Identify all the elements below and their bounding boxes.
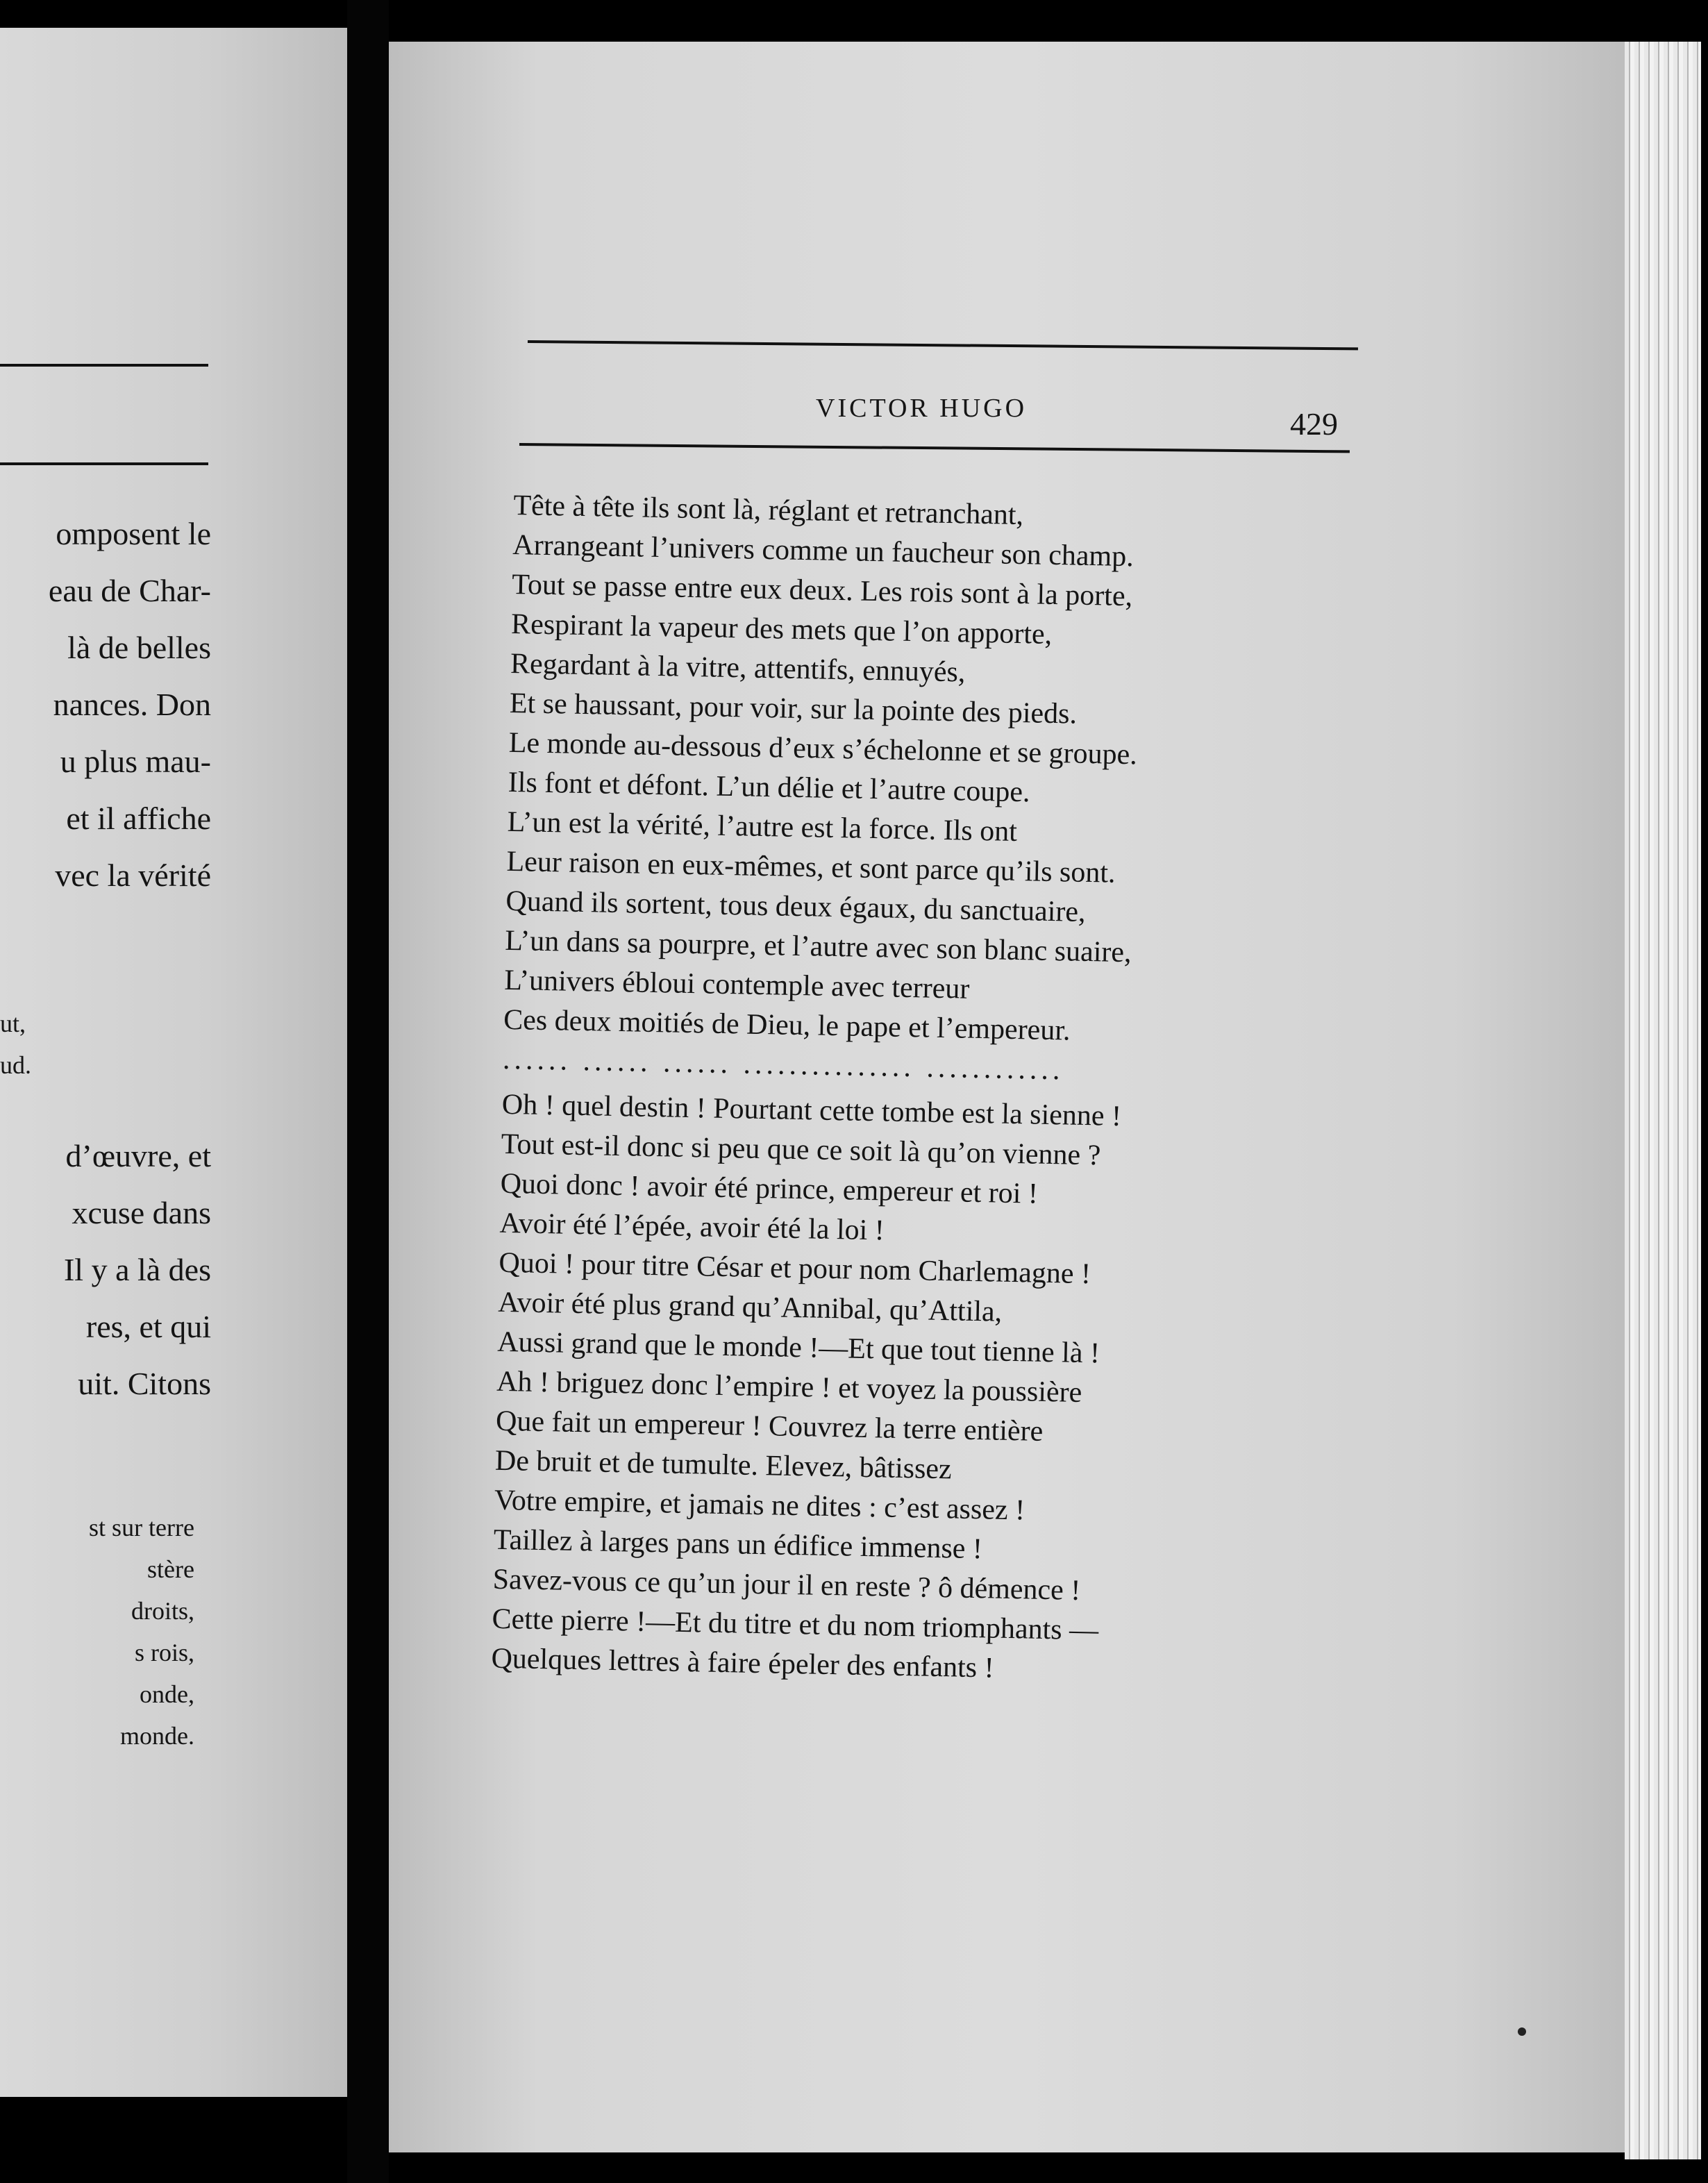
left-verse-block-b <box>0 1507 194 1757</box>
verse-line: Et se haussant, pour voir, sur la pointe des pieds. <box>509 687 1078 730</box>
page-edges <box>1625 42 1701 2159</box>
left-prose-line: Il y a là des <box>63 1252 211 1287</box>
left-prose-line: et il affiche <box>66 801 211 836</box>
left-verse-line: ut, <box>0 1010 26 1037</box>
verse-line: Taillez à larges pans un édifice immense ! <box>493 1523 983 1566</box>
verse-line: Avoir été plus grand qu’Annibal, qu’Attila, <box>497 1286 1003 1328</box>
left-prose-line: eau de Char- <box>48 573 211 608</box>
ink-speck <box>1518 2027 1526 2036</box>
left-verse-line: ud. <box>0 1051 31 1079</box>
stanza-ellipsis: ...... ...... ...... ............... ............ <box>502 1043 1064 1087</box>
left-prose-line: res, et qui <box>85 1309 211 1344</box>
verse-line: Ces deux moitiés de Dieu, le pape et l’empereur. <box>503 1003 1071 1047</box>
verse-line: Le monde au-dessous d’eux s’échelonne et se groupe. <box>508 726 1138 771</box>
left-verse-line: s rois, <box>134 1639 194 1666</box>
verse-line: Ils font et défont. L’un délie et l’autre coupe. <box>508 766 1030 809</box>
verse-line: Ah ! briguez donc l’empire ! et voyez la poussière <box>496 1365 1082 1409</box>
verse-line: Quoi ! pour titre César et pour nom Charlemagne ! <box>499 1246 1091 1291</box>
left-prose-block-a <box>0 505 211 904</box>
left-prose-line: u plus mau- <box>60 744 211 779</box>
verse-line: L’un est la vérité, l’autre est la force. Ils ont <box>507 805 1018 848</box>
verse-line: Tout est-il donc si peu que ce soit là qu’on vienne ? <box>501 1128 1101 1172</box>
left-prose-line: vec la vérité <box>55 858 211 893</box>
verse-line: Tout se passe entre eux deux. Les rois sont à la porte, <box>511 568 1133 613</box>
left-prose-line: là de belles <box>67 630 211 665</box>
verse-line: Oh ! quel destin ! Pourtant cette tombe est la sienne ! <box>501 1088 1122 1132</box>
verse-line: Savez-vous ce qu’un jour il en reste ? ô démence ! <box>492 1563 1081 1607</box>
verse-line: L’un dans sa pourpre, et l’autre avec son blanc suaire, <box>504 924 1132 969</box>
page-number: 429 <box>1290 406 1338 442</box>
verse-line: Respirant la vapeur des mets que l’on apporte, <box>510 608 1053 651</box>
left-verse-line: stère <box>147 1555 194 1583</box>
left-verse-line: onde, <box>140 1680 194 1708</box>
left-page-second-rule <box>0 462 208 465</box>
verse-line: Quelques lettres à faire épeler des enfants ! <box>491 1642 995 1684</box>
book-spine-gutter <box>347 0 389 2183</box>
verse-line: Avoir été l’épée, avoir été la loi ! <box>499 1207 885 1247</box>
left-prose-line: uit. Citons <box>78 1366 211 1401</box>
verse-line: Quoi donc ! avoir été prince, empereur et roi ! <box>500 1167 1039 1210</box>
left-verse-line: droits, <box>131 1597 194 1625</box>
verse-line: L’univers ébloui contemple avec terreur <box>503 964 970 1005</box>
left-prose-line: omposent le <box>56 516 211 551</box>
verse-line: Regardant à la vitre, attentifs, ennuyés, <box>510 647 966 689</box>
verse-line: Votre empire, et jamais ne dites : c’est assez ! <box>494 1484 1025 1527</box>
verse-line: Tête à tête ils sont là, réglant et retranchant, <box>513 489 1024 532</box>
left-prose-line: xcuse dans <box>72 1195 211 1230</box>
left-prose-block-b <box>0 1128 211 1412</box>
poem-text <box>491 486 1416 1696</box>
verse-line: Cette pierre !—Et du titre et du nom triomphants — <box>492 1603 1099 1647</box>
verse-line: Quand ils sortent, tous deux égaux, du sanctuaire, <box>505 885 1086 928</box>
verse-line: Aussi grand que le monde !—Et que tout tienne là ! <box>496 1325 1100 1370</box>
left-verse-block-a <box>0 1003 347 1086</box>
left-verse-line: monde. <box>120 1722 194 1750</box>
verse-line: Leur raison en eux-mêmes, et sont parce qu’ils sont. <box>506 845 1116 889</box>
left-prose-line: nances. Don <box>53 687 211 722</box>
verse-line: Arrangeant l’univers comme un faucheur son champ. <box>512 528 1135 574</box>
left-page-top-rule <box>0 364 208 367</box>
running-head: VICTOR HUGO <box>816 394 1028 423</box>
left-page <box>0 28 347 2097</box>
left-verse-line: st sur terre <box>89 1514 194 1541</box>
verse-line: Que fait un empereur ! Couvrez la terre entière <box>495 1405 1044 1448</box>
verse-line: De bruit et de tumulte. Elevez, bâtissez <box>494 1444 953 1486</box>
left-prose-line: d’œuvre, et <box>65 1138 211 1173</box>
